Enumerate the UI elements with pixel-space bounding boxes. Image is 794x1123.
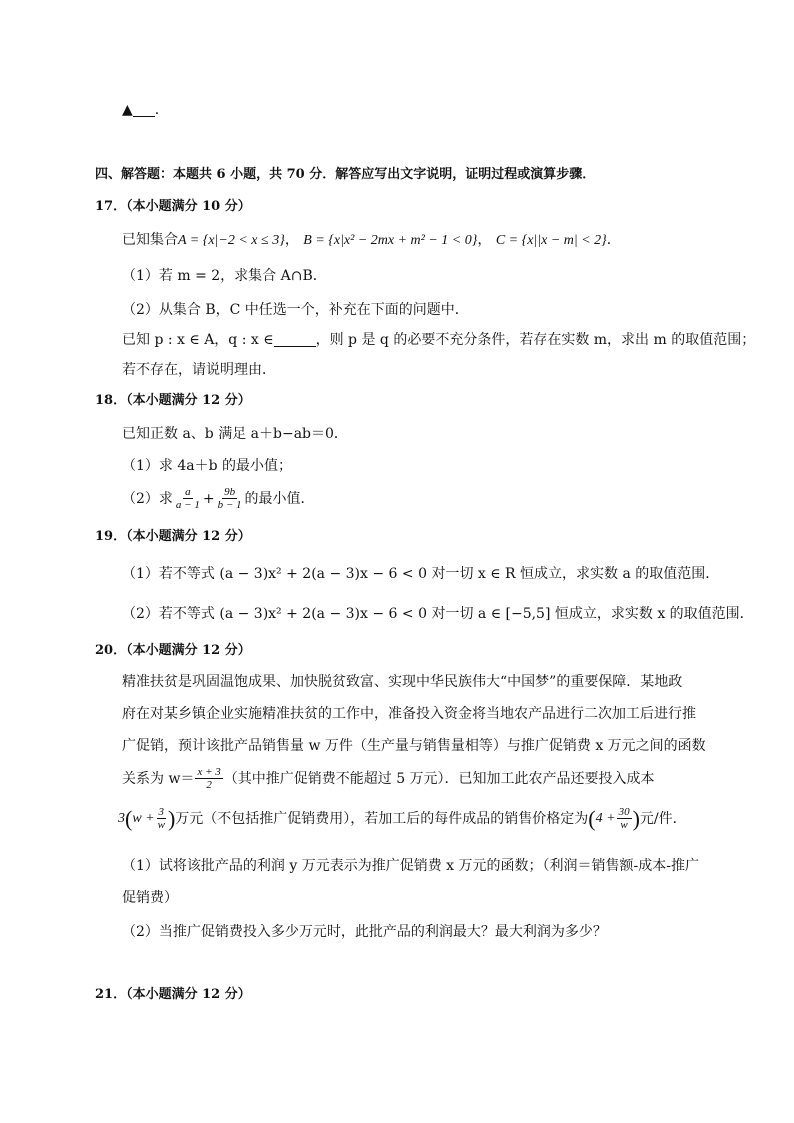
question-number: 17．: [95, 199, 127, 214]
question-number: 20．: [95, 643, 127, 658]
set-c: C = {x||x − m| < 2}: [495, 233, 607, 248]
q17-part-2: （2）从集合 B，C 中任选一个，补充在下面的问题中．: [122, 302, 469, 318]
section-heading: [95, 166, 595, 184]
fraction-30-over-w: [617, 806, 632, 831]
q20-l4-prefix: 关系为 w＝: [122, 770, 195, 787]
q17-part-1: （1）若 m = 2，求集合 A∩B．: [122, 268, 327, 284]
den: w: [157, 819, 165, 831]
question-18-header: [95, 392, 251, 410]
q19-part-1: （1）若不等式 (a − 3)x² + 2(a − 3)x − 6 < 0 对一切 x ∈ R 恒成立，求实数 a 的取值范围．: [122, 566, 720, 582]
q20-part-2: （2）当推广促销费投入多少万元时，此批产品的利润最大？最大利润为多少？: [122, 924, 607, 940]
q20-line-2: 府在对某乡镇企业实施精准扶贫的工作中，准备投入资金将当地农产品进行二次加工后进行推: [122, 706, 696, 722]
question-score: （本小题满分 12 分）: [126, 393, 251, 408]
q20-l5-a: 3: [118, 810, 125, 826]
question-number: 21．: [95, 987, 127, 1002]
q17-given-prefix: 已知集合: [122, 232, 178, 248]
question-score: （本小题满分 12 分）: [126, 643, 251, 658]
q20-l4-suffix: （其中推广促销费不能超过 5 万元）．已知加工此农产品还要投入成本: [223, 770, 655, 787]
q18-given: 已知正数 a、b 满足 a＋b−ab＝0．: [122, 426, 348, 442]
q18-p2-suffix: 的最小值．: [244, 490, 315, 507]
num: 30: [618, 806, 630, 818]
den: 2: [206, 779, 212, 791]
q20-l5-c: 万元（不包括推广促销费用），若加工后的每件成品的销售价格定为: [175, 810, 589, 827]
q17-p3-suffix: ，则 p 是 q 的必要不充分条件，若存在实数 m，求出 m 的取值范围；: [315, 332, 756, 348]
left-paren: (: [125, 805, 133, 831]
section-title: 四、解答题: [95, 167, 161, 182]
den: w: [620, 819, 628, 831]
question-score: （本小题满分 10 分）: [126, 199, 251, 214]
blank-dot: .: [154, 102, 160, 118]
q20-l5-b: w +: [132, 810, 155, 826]
q20-part-1-cont: 促销费）: [122, 890, 178, 906]
num: a: [185, 486, 191, 498]
sep: ，: [284, 232, 299, 248]
left-paren: (: [588, 805, 596, 831]
triangle-marker-icon: ▲: [122, 102, 133, 118]
q20-line-1: 精准扶贫是巩固温饱成果、加快脱贫致富、实现中华民族伟大“中国梦”的重要保障．某地政: [122, 674, 683, 690]
fraction-3-over-w: [156, 806, 167, 831]
q19-part-2: （2）若不等式 (a − 3)x² + 2(a − 3)x − 6 < 0 对一切 a ∈ [−5,5] 恒成立，求实数 x 的取值范围．: [122, 606, 754, 622]
fraction-a-over-a-minus-1: [174, 486, 202, 511]
blank-underline: [133, 102, 155, 117]
q18-p2-plus: +: [202, 490, 215, 507]
q20-part-1: （1）试将该批产品的利润 y 万元表示为推广促销费 x 万元的函数；（利润＝销售额-成本-推广: [122, 858, 699, 874]
q20-l5-d: 4 +: [595, 810, 616, 826]
set-b: B = {x|x² − 2mx + m² − 1 < 0}: [303, 233, 478, 248]
answer-blank-line: [122, 100, 159, 120]
right-paren: ): [632, 805, 640, 831]
q20-line-3: 广促销，预计该批产品销售量 w 万件（生产量与销售量相等）与推广促销费 x 万元之间的函数: [122, 738, 706, 754]
q20-l5-e: 元/件．: [639, 810, 687, 827]
q18-part-2: [122, 486, 315, 511]
den: a − 1: [175, 499, 200, 511]
question-20-header: [95, 642, 251, 660]
q20-line-4: [122, 766, 655, 791]
set-a: A = {x|−2 < x ≤ 3}: [178, 233, 285, 248]
q17-given-sets: [122, 230, 621, 251]
fraction-x-plus-3-over-2: [195, 766, 222, 791]
question-number: 19．: [95, 529, 127, 544]
num: 9b: [224, 486, 236, 498]
question-score: （本小题满分 12 分）: [126, 987, 251, 1002]
q17-p3-prefix: 已知 p : x ∈ A，q : x ∈: [122, 332, 274, 348]
den: b − 1: [217, 499, 242, 511]
end: ．: [606, 232, 621, 248]
right-paren: ): [167, 805, 176, 831]
q17-note: 若不存在，请说明理由．: [122, 362, 276, 378]
q18-part-1: （1）求 4a＋b 的最小值；: [122, 458, 293, 474]
fill-in-blank: [274, 332, 316, 347]
section-description: ：本题共 6 小题，共 70 分．解答应写出文字说明，证明过程或演算步骤．: [160, 167, 596, 182]
question-17-header: [95, 198, 251, 216]
q17-condition: [122, 330, 755, 350]
question-score: （本小题满分 12 分）: [126, 529, 251, 544]
q18-p2-prefix: （2）求: [122, 490, 173, 507]
question-19-header: [95, 528, 251, 546]
fraction-9b-over-b-minus-1: [216, 486, 244, 511]
question-number: 18．: [95, 393, 127, 408]
num: 3: [158, 806, 165, 818]
question-21-header: [95, 986, 251, 1004]
num: x + 3: [197, 766, 221, 778]
sep: ，: [477, 232, 492, 248]
q20-line-5: [118, 806, 687, 831]
